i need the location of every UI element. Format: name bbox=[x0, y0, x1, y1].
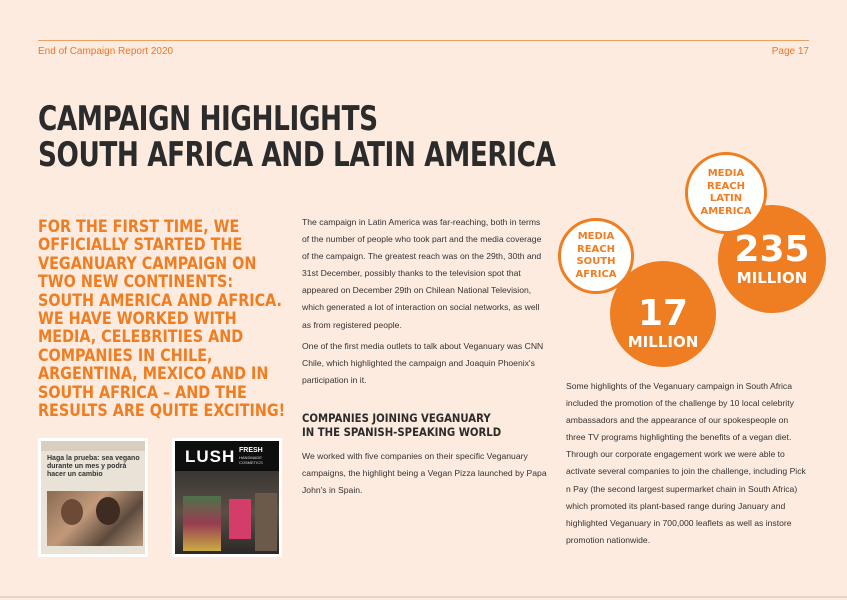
title-line-1: CAMPAIGN HIGHLIGHTS bbox=[38, 99, 378, 139]
title-line-2: SOUTH AFRICA AND LATIN AMERICA bbox=[38, 135, 556, 175]
la-reach-label-circle bbox=[685, 152, 767, 234]
report-title: End of Campaign Report 2020 bbox=[38, 46, 174, 57]
lush-sub: HANDMADE COSMETICS bbox=[239, 455, 263, 465]
paragraph: The campaign in Latin America was far-reaching, both in terms of the number of people who took part and the media coverage of the campaign. The greatest reach was on the 29th, 30th and 31st December, possibly thanks to the television spot that appeared on December 29th on Chilean National Television, which generated a lot of interaction on social networks, as well as from registered people. bbox=[302, 217, 542, 330]
sa-reach-unit: MILLION bbox=[627, 332, 699, 351]
footer-rule bbox=[0, 596, 847, 598]
la-reach-label: MEDIA REACH LATIN AMERICA bbox=[700, 168, 752, 217]
newspaper-headline: Haga la prueba: sea vegano durante un mes y podrá hacer un cambio bbox=[47, 455, 140, 478]
section-subheading: COMPANIES JOINING VEGANUARY IN THE SPANISH-SPEAKING WORLD bbox=[302, 411, 502, 439]
newspaper-photo bbox=[38, 438, 148, 557]
lush-logo: LUSH bbox=[185, 447, 236, 466]
paragraph: We worked with five companies on their specific Veganuary campaigns, the highlight being a Vegan Pizza launched by Papa John's in Spain. bbox=[302, 451, 547, 496]
la-reach-value: 235 bbox=[734, 228, 810, 270]
lush-fresh: FRESH bbox=[239, 447, 263, 454]
la-reach-unit: MILLION bbox=[736, 268, 808, 287]
south-africa-text: Some highlights of the Veganuary campaign in South Africa included the promotion of the challenge by 10 local celebrity ambassadors and the appearance of our spokespeople on three TV programs highlighting the benefits of a vegan diet. Through our corporate engagement work we were able to activate several companies to join the challenge, including Pick n Pay (the second largest supermarket chain in South Africa) which promoted its plant-based range during January and highlighted Veganuary in 700,000 leaflets as well as instore promotion nationwide. bbox=[566, 381, 806, 545]
header-rule bbox=[38, 40, 809, 41]
page-number: Page 17 bbox=[771, 46, 809, 57]
sa-reach-value: 17 bbox=[637, 292, 689, 334]
page-title bbox=[38, 101, 555, 173]
lush-store-photo bbox=[172, 438, 282, 557]
latin-america-text bbox=[302, 214, 547, 393]
sa-reach-label: MEDIA REACH SOUTH AFRICA bbox=[575, 231, 617, 280]
intro-text: FOR THE FIRST TIME, WE OFFICIALLY STARTED THE VEGANUARY CAMPAIGN ON TWO NEW CONTINENTS: SOUTH AMERICA AND AFRICA. WE HAVE WORKED WITH MEDIA, CELEBRITIES AND COMPANIES IN CHILE, ARGENTINA, MEXICO AND IN SOUTH AFRICA – AND THE RESULTS ARE QUITE EXCITING! bbox=[38, 217, 286, 421]
paragraph: One of the first media outlets to talk about Veganuary was CNN Chile, which highlighted the campaign and Joaquin Phoenix's participation in it. bbox=[302, 340, 544, 385]
sa-reach-label-circle bbox=[558, 218, 634, 294]
